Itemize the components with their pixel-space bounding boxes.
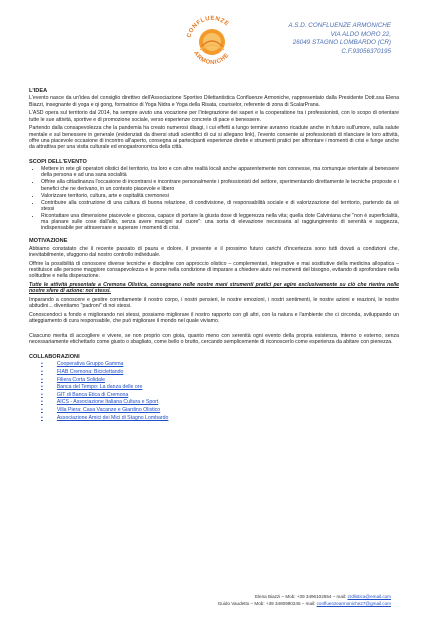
idea-paragraph-2: L'ASD opera sul territorio dal 2014, ha sempre avuto una vocazione per l'integrazione dei saperi e la cooperatione tra i professionisti, con lo scopo di orientare tutte le sue attività, sportive e di promozione sociale, verso esperienze concrete di pace e benessere. [29, 110, 399, 123]
collaborazione-link[interactable]: • FIAB Cremona: Biciclettando [41, 369, 399, 375]
org-street: VIA ALDO MORO 22, [330, 30, 391, 38]
collaborazioni-list [29, 361, 399, 421]
contact-line-1 [218, 594, 391, 601]
svg-text:ARMONICHE: ARMONICHE [192, 50, 231, 67]
org-name: A.S.D. CONFLUENZE ARMONICHE [288, 22, 391, 29]
scopi-item: • Valorizzare territorio, cultura, arte e ospitalità cremonesi [41, 193, 399, 199]
collaborazione-link[interactable]: • Associazione Amici dei Mici di Stagno Lombardo [41, 415, 399, 421]
motivazione-paragraph-2: Offrire la possibilità di conoscere diverse tecniche e discipline con approccio olistico – complementari, integrative e mai sostitutive della medicina allopatica – restituisce alle persone maggiore consapevolezza e le pone nella condizione di imparare a chiedere aiuto nei momenti del bisogno, evitando di sprofondare nella solitudine e nella disperazione. [29, 260, 399, 280]
scopi-item: • Contribuire alla costruzione di una cultura di buona relazione, di condivisione, di responsabilità sociale e di valorizzazione del territorio, partendo da sé stessi [41, 200, 399, 213]
org-tax-code: C.F.93056370195 [341, 47, 391, 55]
scopi-heading: SCOPI DELL'EVENTO [29, 158, 87, 165]
contact-2-text: Guido Vaudetto – Mob: +39 3480990245 – mail: [217, 600, 317, 606]
collaborazione-link[interactable]: • Villa Piera: Casa Vacanze e Giardino Olistico [41, 407, 399, 413]
contact-line-2 [218, 601, 391, 608]
collaborazioni-heading: COLLABORAZIONI [29, 353, 80, 360]
contact-footer [218, 594, 391, 608]
collaborazione-link[interactable]: • AICS - Associazione Italiana Cultura e Sport [41, 399, 399, 405]
association-logo [180, 10, 244, 74]
contact-2-email-link[interactable]: confluenzearmoniche27@gmail.com [316, 600, 391, 606]
motivazione-paragraph-1: Abbiamo constatato che il recente passato di paura e dolore, il presente e il prossimo futuro carichi d'incertezza sono tutti dovuti a condizioni che, inevitabilmente, sfuggono dal nostro controllo individuale. [29, 245, 399, 258]
motivazione-paragraph-3: Tutte le attività presentate a Cremona Olistica, consegnano nelle nostre mani strumenti pratici per agire esclusivamente su ciò che rientra nelle nostre sfere di azione: noi stessi. [29, 281, 399, 295]
motivazione-paragraph-6: Ciascuno merita di accogliere e vivere, se non proprio con gioia, quanto meno con serenità ogni evento della propria esistenza, interno o esterno, senza necessariamente etichettarlo come giusto o sbagliato, come bello o brutto, cercando semplicemente di riconoscerlo come esperienza da abitare con pienezza. [29, 332, 399, 346]
collaborazione-link[interactable]: • Banca del Tempo: La danza delle ore [41, 384, 399, 390]
motivazione-heading: MOTIVAZIONE [29, 238, 68, 245]
organization-address [288, 22, 391, 56]
scopi-list [29, 166, 399, 232]
svg-text:CONFLUENZE: CONFLUENZE [186, 15, 230, 39]
contact-1-text: Elena Biazzi – Mob: +39 3496102654 – mail: [254, 594, 348, 599]
motivazione-paragraph-4: Imparando a conoscere e gestire correttamente il nostro corpo, i nostri pensieri, le nostre emozioni, i nostri sentimenti, le nostre azioni e reazioni, le nostre abitudini... diventiamo "padroni" di noi stessi. [29, 296, 399, 310]
collaborazione-link[interactable]: • Filiera Corta Solidale [41, 377, 399, 383]
collaborazione-link[interactable]: • GIT di Banca Etica di Cremona [41, 392, 399, 398]
scopi-item: • Offrire alla cittadinanza l'occasione di incontrarsi e incontrare personalmente i professionisti del settore, sperimentando direttamente le tecniche proposte e i benefici che ne derivano, in un contesto piacevole e libero [41, 179, 399, 192]
collaborazione-link[interactable]: • Cooperativa Gruppo Gamma [41, 361, 399, 367]
idea-heading: L'IDEA [29, 88, 48, 94]
scopi-item: • Ricontattare una dimensione piacevole e giocosa, capace di portare la giusta dose di leggerezza nella vita; quella dote Calviniana che "non è superficialità, ma planare sulle cose dall'alto, senza avere macigni sul cuore": una sorta di elevazione necessaria al raggiungimento di serenità e saggezza, indispensabile per attraversare e superare i momenti di crisi. [41, 213, 399, 232]
motivazione-paragraph-5: Conoscendoci a fondo e migliorando noi stessi, possiamo migliorare il nostro rapporto con gli altri, con la natura e l'ambiente che ci circonda, sviluppando un atteggiamento di cura responsabile, che può migliorare il mondo nel quale viviamo. [29, 311, 399, 325]
contact-1-email-link[interactable]: zrdlistica@email.com [347, 594, 391, 599]
document-body [29, 88, 399, 422]
org-city: 26049 STAGNO LOMBARDO (CR) [292, 39, 391, 47]
idea-paragraph-1: L'evento nasce da un'idea del consiglio direttivo dell'Associazione Sportivo Dilettantistica Confluenze Armoniche, rappresentato dalla Presidente Dott.ssa Elena Biazzi, insegnante di yoga e qi gong, formatrice di Yoga Nidra e Yoga della Risata, counselor, referente di zona di ScalarPrana. [29, 95, 399, 108]
idea-paragraph-3: Partendo dalla consapevolezza che la pandemia ha creato numerosi disagi, i cui effetti a lungo termine avranno ricadute anche in futuro sull'umore, sulla salute mentale e sul benessere in generale (evidenziati da diversi studi scientifici di cui si allegano link), l'evento consente ai professionisti di rilanciare le loro attività, offre una piacevole occasione di incontro all'aperto, consegna ai partecipanti esperienze dirette e strumenti pratici per affrontare i momenti di crisi e funge anche da attrattiva per una visita culturale ed enogastronomica della città. [29, 125, 399, 150]
scopi-item: • Mettere in rete gli operatori olistici del territorio, tra loro e con altre realtà locali anche apparentemente non connesse, ma comunque orientate al benessere della persona e ad una sana socialità [41, 166, 399, 179]
